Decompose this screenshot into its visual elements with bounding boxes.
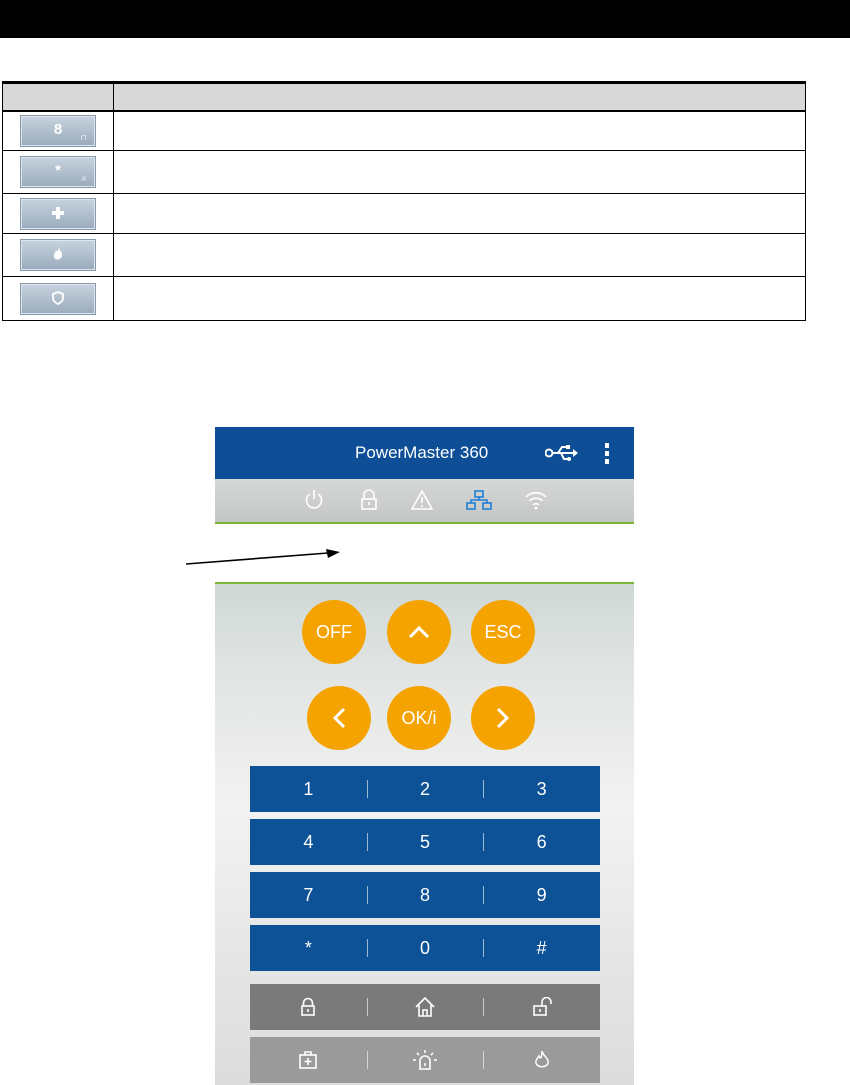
key-2[interactable]: 2 xyxy=(367,766,484,812)
fire-button[interactable] xyxy=(483,1037,600,1083)
table-row xyxy=(3,150,806,194)
table-header-row xyxy=(3,83,806,112)
search-icon: ⌕ xyxy=(81,173,87,185)
off-button[interactable]: OFF xyxy=(302,600,366,664)
key-star[interactable]: * xyxy=(304,937,312,958)
arming-row xyxy=(250,984,600,1030)
pointer-arrow xyxy=(186,549,346,569)
status-bar xyxy=(215,479,634,524)
panic-button[interactable] xyxy=(367,1037,484,1083)
left-button[interactable] xyxy=(307,686,371,750)
table-row xyxy=(3,111,806,150)
lock-icon xyxy=(300,997,316,1017)
key-0[interactable]: 0 xyxy=(367,925,484,971)
wifi-icon xyxy=(524,489,548,511)
table-row xyxy=(3,233,806,277)
table-header-cell xyxy=(114,83,806,112)
up-button[interactable] xyxy=(387,600,451,664)
key-4[interactable]: 4 xyxy=(303,831,314,852)
top-black-bar xyxy=(0,0,850,38)
key-6[interactable]: 6 xyxy=(483,819,600,865)
keypad-row xyxy=(250,819,600,865)
key-9[interactable]: 9 xyxy=(483,872,600,918)
key-shield-image xyxy=(20,283,96,315)
ok-info-button[interactable]: OK/i xyxy=(387,686,451,750)
key-3[interactable]: 3 xyxy=(483,766,600,812)
table-row xyxy=(3,277,806,321)
bell-icon: ∩ xyxy=(79,131,87,143)
key-reference-table xyxy=(2,81,806,321)
chevron-left-icon xyxy=(332,707,346,729)
key-8-image: 8 ∩ xyxy=(20,115,96,147)
keypad-row xyxy=(250,872,600,918)
arm-home-button[interactable] xyxy=(367,984,484,1030)
key-star-image: * ⌕ xyxy=(20,156,96,188)
app-header xyxy=(215,427,634,479)
chevron-right-icon xyxy=(496,707,510,729)
siren-icon xyxy=(411,1049,439,1071)
key-5[interactable]: 5 xyxy=(367,819,484,865)
key-8[interactable]: 8 xyxy=(367,872,484,918)
warning-icon xyxy=(411,489,433,511)
app-title: PowerMaster 360 xyxy=(355,443,489,462)
disarm-button[interactable] xyxy=(483,984,600,1030)
keypad-row xyxy=(250,766,600,812)
more-menu-icon[interactable] xyxy=(603,442,611,464)
esc-button[interactable]: ESC xyxy=(471,600,535,664)
key-fire-image xyxy=(20,239,96,271)
shield-icon xyxy=(50,290,66,306)
key-plus-image xyxy=(20,198,96,230)
key-hash[interactable]: # xyxy=(483,925,600,971)
table-header-cell xyxy=(3,83,114,112)
emergency-button[interactable] xyxy=(250,1037,367,1083)
key-1[interactable]: 1 xyxy=(303,778,314,799)
keypad-panel xyxy=(215,582,634,1085)
power-icon xyxy=(304,489,324,511)
right-button[interactable] xyxy=(471,686,535,750)
lock-icon xyxy=(360,489,378,511)
emergency-row xyxy=(250,1037,600,1083)
table-row xyxy=(3,194,806,233)
usb-icon[interactable] xyxy=(545,444,579,462)
key-7[interactable]: 7 xyxy=(303,884,314,905)
flame-icon xyxy=(533,1050,551,1070)
keypad-row xyxy=(250,925,600,971)
arm-away-button[interactable] xyxy=(250,984,367,1030)
chevron-up-icon xyxy=(408,625,430,639)
home-icon xyxy=(414,996,436,1018)
network-icon xyxy=(466,489,492,511)
flame-icon xyxy=(50,246,66,262)
plus-icon xyxy=(50,205,66,221)
unlock-icon xyxy=(532,997,552,1017)
first-aid-icon xyxy=(298,1050,318,1070)
